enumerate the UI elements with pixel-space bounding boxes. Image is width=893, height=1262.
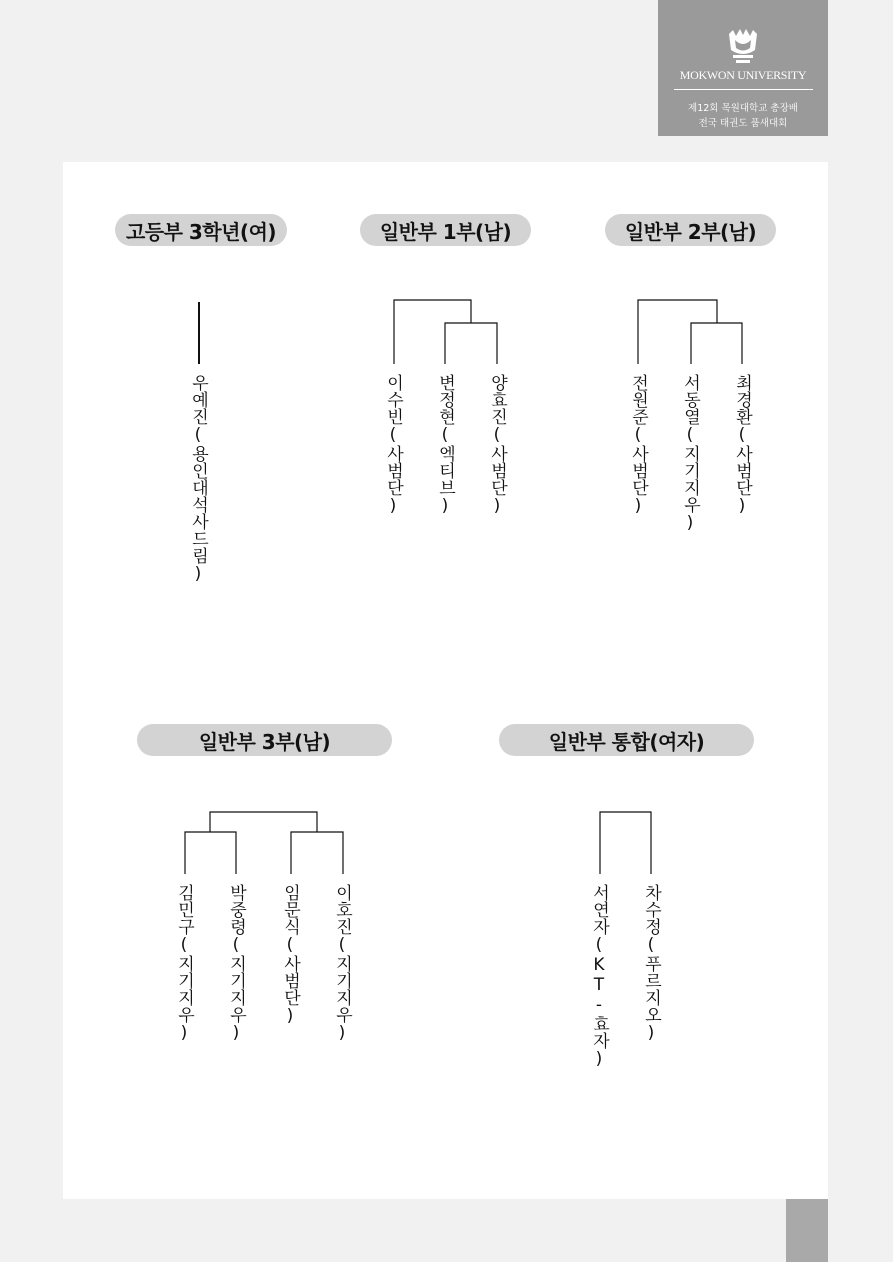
competitor-name: 이수빈(사범단) <box>383 374 403 516</box>
event-title-line1: 제12회 목원대학교 총장배 <box>688 103 798 114</box>
competitor-name: 최경환(사범단) <box>732 374 752 516</box>
division-title-general-3-male: 일반부 3부(남) <box>137 724 392 756</box>
bracket-lines <box>63 162 828 1199</box>
division-title-high-school-3-female: 고등부 3학년(여) <box>115 214 287 246</box>
division-title-general-2-male: 일반부 2부(남) <box>605 214 776 246</box>
competitor-name: 박중령(지기지우) <box>226 884 246 1043</box>
page-tab <box>786 1199 828 1262</box>
event-header <box>658 0 828 136</box>
competitor-name: 차수정(푸르지오) <box>641 884 661 1043</box>
competitor-name: 전원준(사범단) <box>628 374 648 516</box>
competitor-name: 변정현(엑티브) <box>435 374 455 516</box>
results-panel <box>63 162 828 1199</box>
university-name: MOKWON UNIVERSITY <box>679 68 807 82</box>
competitor-name: 서연자(KT-효자) <box>589 884 609 1069</box>
event-title-line2: 전국 태권도 품새대회 <box>698 118 788 129</box>
header-divider <box>674 89 813 90</box>
competitor-name: 양효진(사범단) <box>487 374 507 516</box>
competitor-name: 서동열(지기지우) <box>680 374 700 533</box>
tulip-crown-icon <box>725 28 761 66</box>
competitor-name: 우예진(용인대석사드림) <box>188 374 208 584</box>
division-title-general-combined-female: 일반부 통합(여자) <box>499 724 754 756</box>
competitor-name: 김민구(지기지우) <box>174 884 194 1043</box>
competitor-name: 임문식(사범단) <box>280 884 300 1026</box>
competitor-name: 이호진(지기지우) <box>332 884 352 1043</box>
division-title-general-1-male: 일반부 1부(남) <box>360 214 531 246</box>
